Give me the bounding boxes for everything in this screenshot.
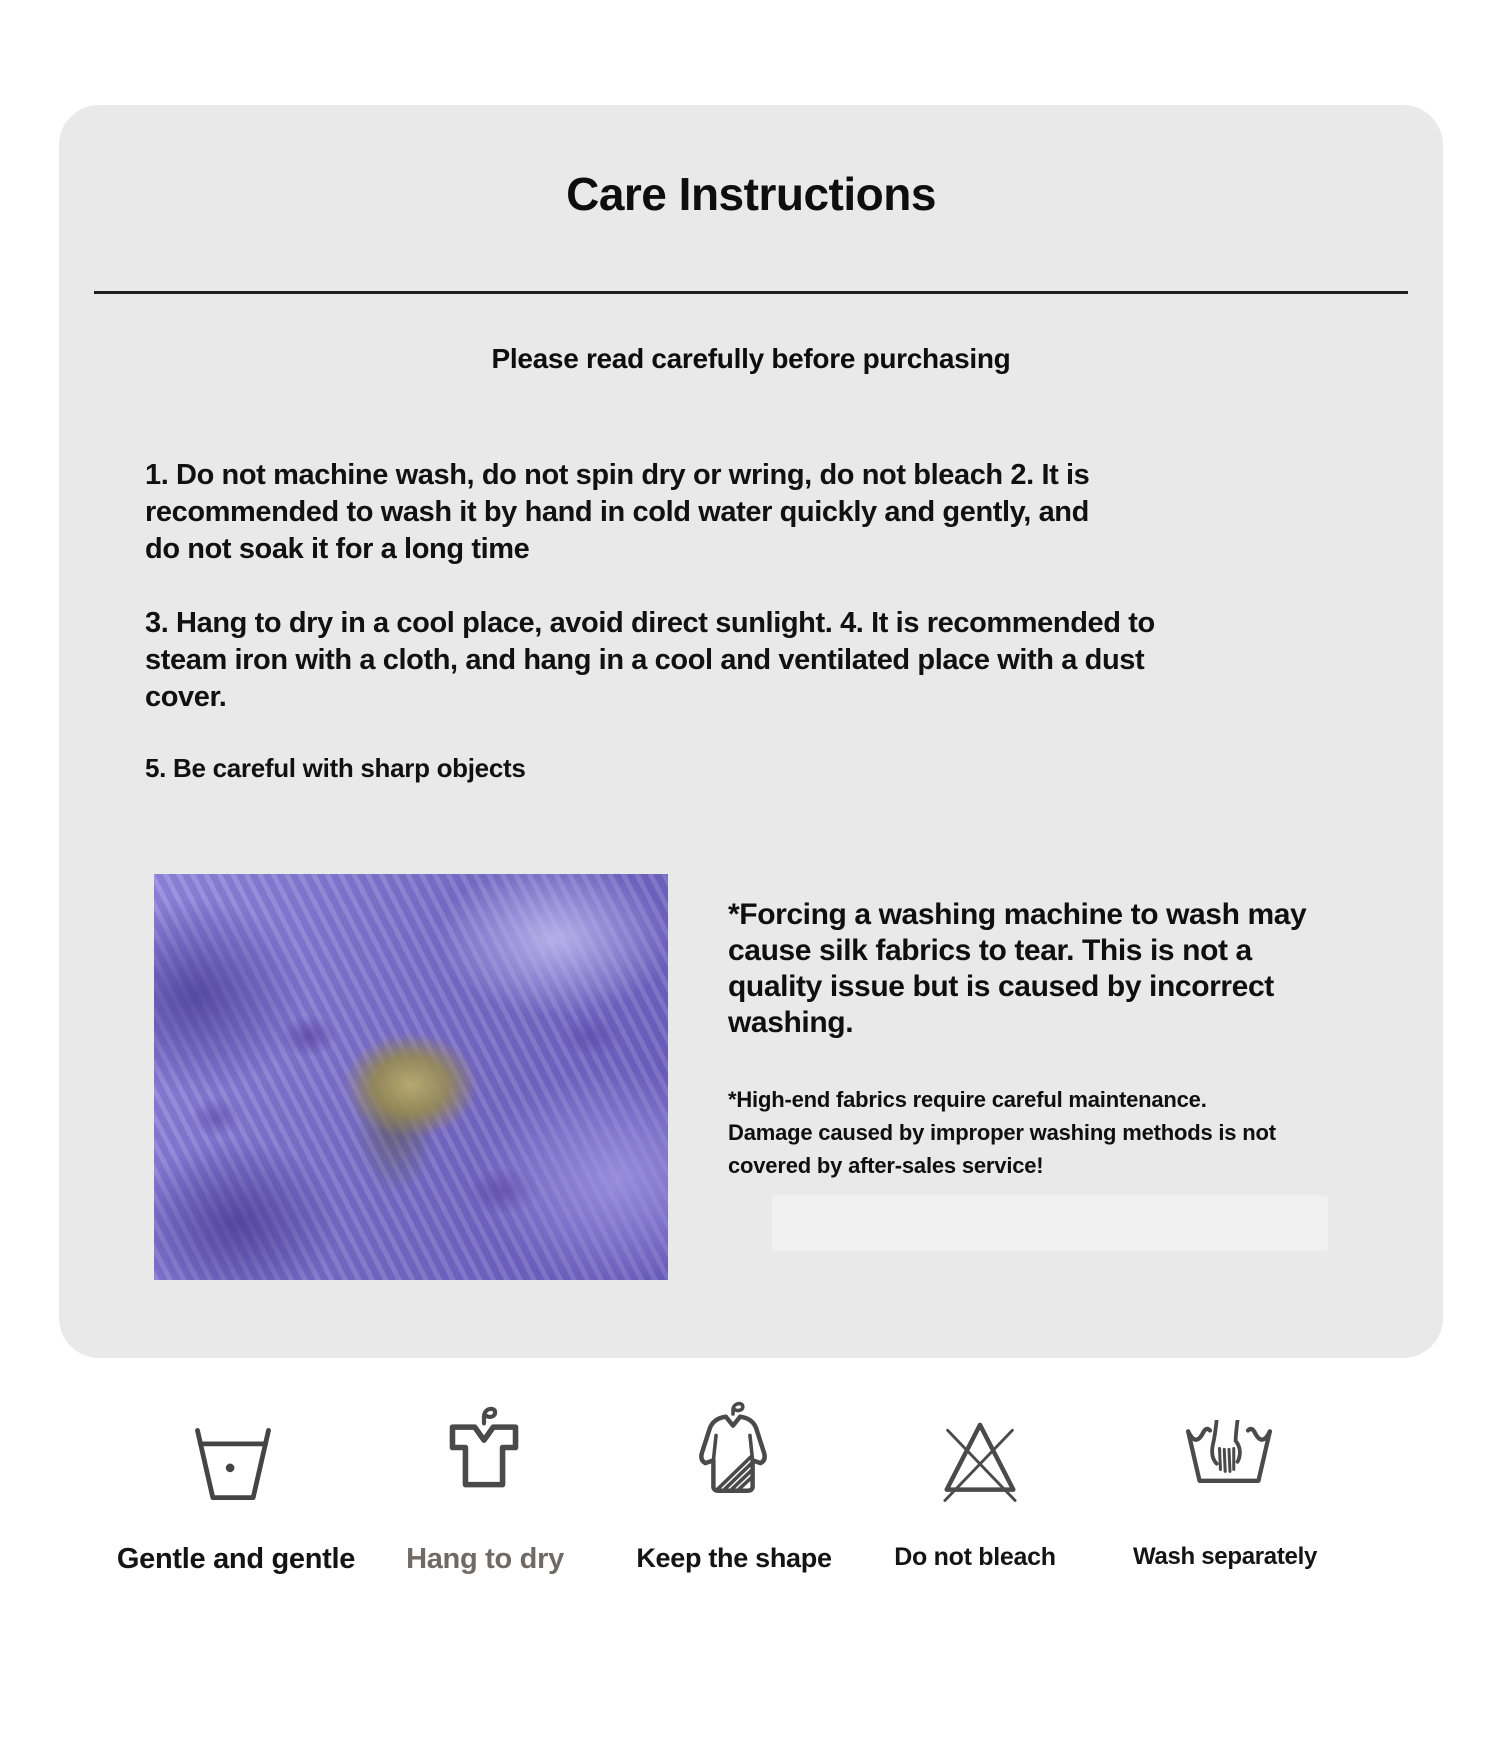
- warning-line: cause silk fabrics to tear. This is not a: [728, 934, 1252, 967]
- warning-line: covered by after-sales service!: [728, 1153, 1044, 1178]
- instruction-line: steam iron with a cloth, and hang in a cool and ventilated place with a dust: [145, 644, 1145, 676]
- warning-line: washing.: [728, 1006, 854, 1039]
- warning-line: *High-end fabrics require careful maintenance.: [728, 1087, 1207, 1112]
- warning-line: Damage caused by improper washing methods is not: [728, 1120, 1276, 1145]
- fabric-damage-photo: [154, 874, 668, 1280]
- icon-label-no-bleach: Do not bleach: [894, 1543, 1056, 1571]
- instruction-line: recommended to wash it by hand in cold water quickly and gently, and: [145, 496, 1089, 528]
- icon-label-wash-separately: Wash separately: [1132, 1543, 1318, 1570]
- icon-label-hang-dry: Hang to dry: [406, 1543, 564, 1575]
- instruction-line: 3. Hang to dry in a cool place, avoid direct sunlight. 4. It is recommended to: [145, 607, 1155, 639]
- gentle-wash-icon: [185, 1426, 281, 1509]
- faint-highlight-box: [772, 1195, 1328, 1251]
- no-bleach-icon: [935, 1414, 1025, 1510]
- warning-main: [728, 897, 1368, 1041]
- instruction-line: cover.: [145, 681, 227, 713]
- care-card: [59, 105, 1443, 1358]
- page-title: Care Instructions: [566, 168, 936, 220]
- instruction-line: 1. Do not machine wash, do not spin dry or wring, do not bleach 2. It is: [145, 459, 1090, 491]
- warning-line: *Forcing a washing machine to wash may: [728, 898, 1307, 931]
- instruction-paragraph-2: [145, 605, 1335, 716]
- instruction-line: do not soak it for a long time: [145, 533, 530, 565]
- instruction-paragraph-1: [145, 457, 1335, 568]
- warning-line: quality issue but is caused by incorrect: [728, 970, 1274, 1003]
- page-subtitle: Please read carefully before purchasing: [491, 343, 1011, 374]
- wash-separately-icon: [1179, 1420, 1279, 1501]
- instruction-item-5: 5. Be careful with sharp objects: [145, 753, 526, 783]
- keep-shape-icon: [688, 1398, 778, 1510]
- warning-secondary: [728, 1083, 1368, 1182]
- icon-label-gentle: Gentle and gentle: [116, 1543, 356, 1575]
- icon-label-keep-shape: Keep the shape: [636, 1543, 832, 1573]
- title-divider: [94, 291, 1408, 294]
- hang-dry-icon: [437, 1403, 531, 1510]
